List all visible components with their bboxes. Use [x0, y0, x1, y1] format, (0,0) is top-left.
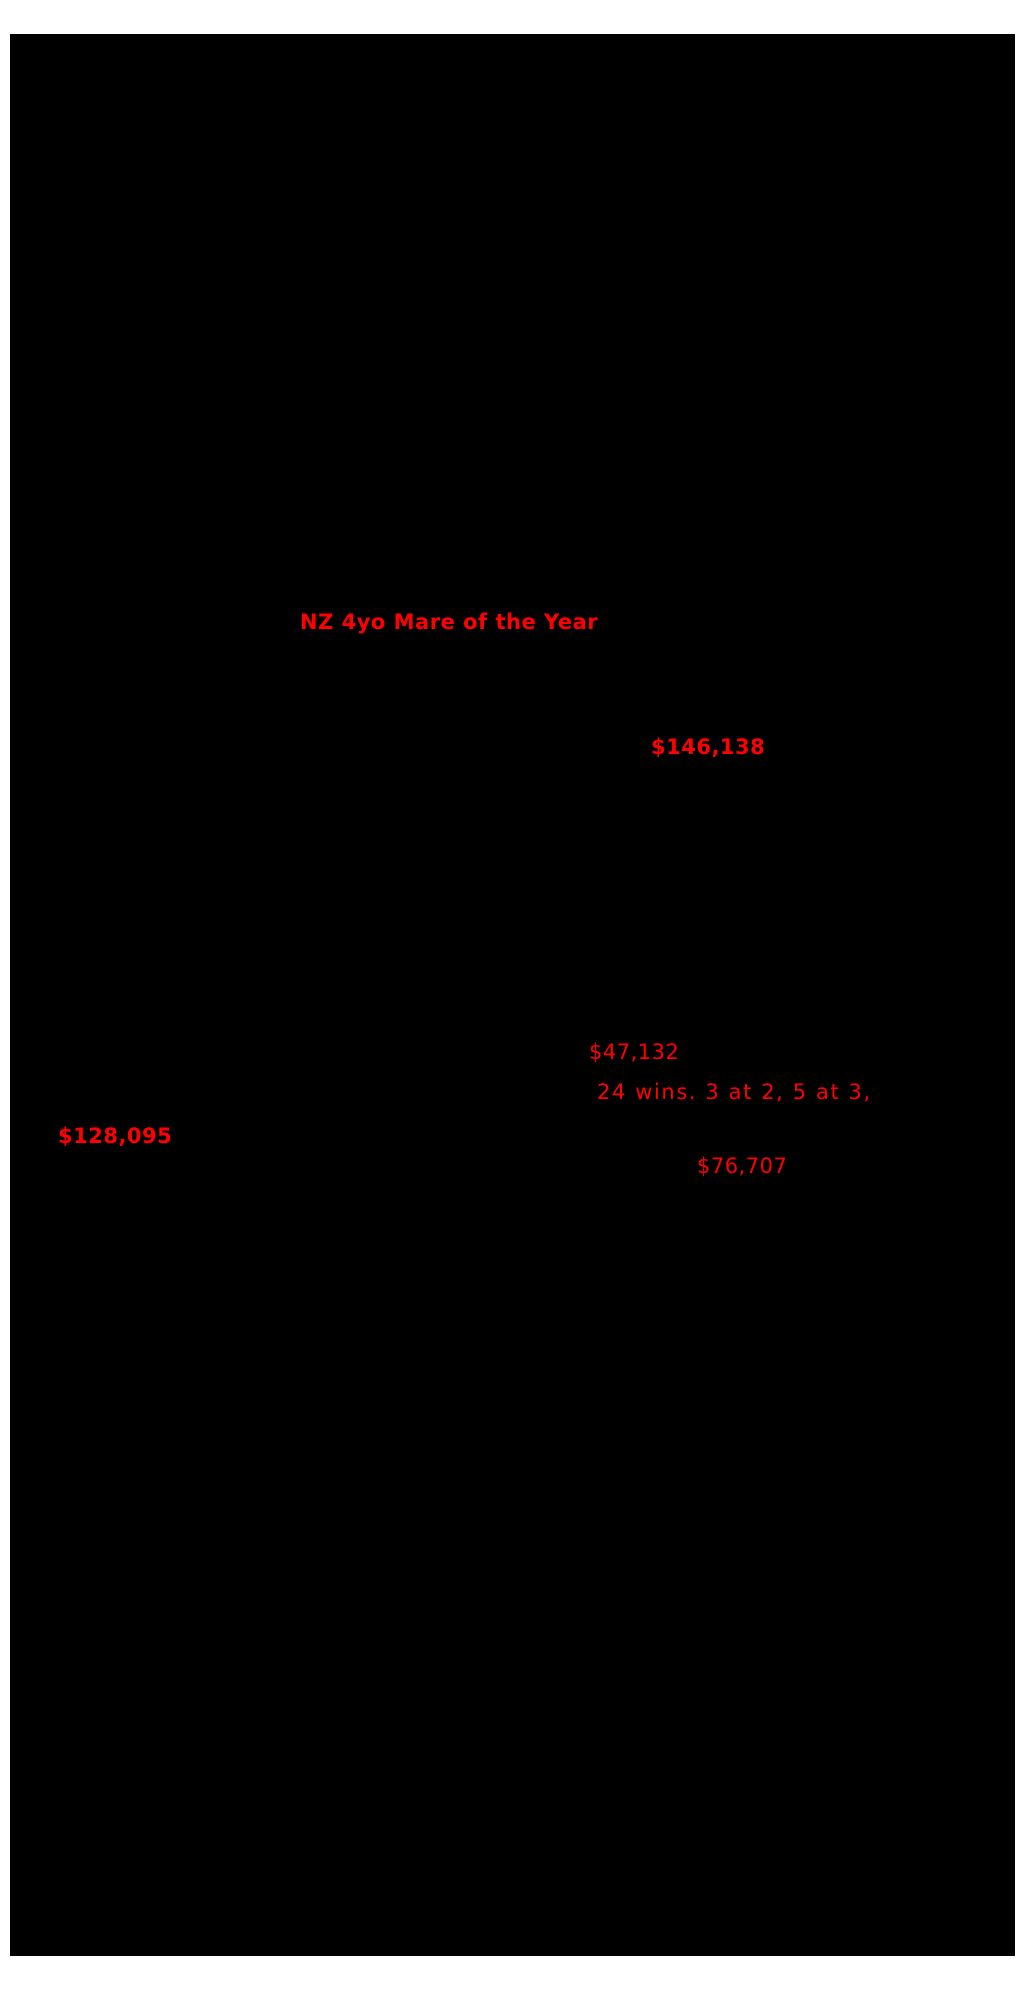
- award-title: NZ 4yo Mare of the Year: [300, 610, 599, 634]
- earnings-amount-1: $146,138: [651, 735, 766, 759]
- race-record-line: 24 wins. 3 at 2, 5 at 3,: [597, 1080, 872, 1104]
- earnings-amount-3: $128,095: [58, 1124, 173, 1148]
- document-page: [10, 34, 1015, 1956]
- earnings-amount-2: $47,132: [589, 1040, 680, 1064]
- earnings-amount-4: $76,707: [697, 1154, 788, 1178]
